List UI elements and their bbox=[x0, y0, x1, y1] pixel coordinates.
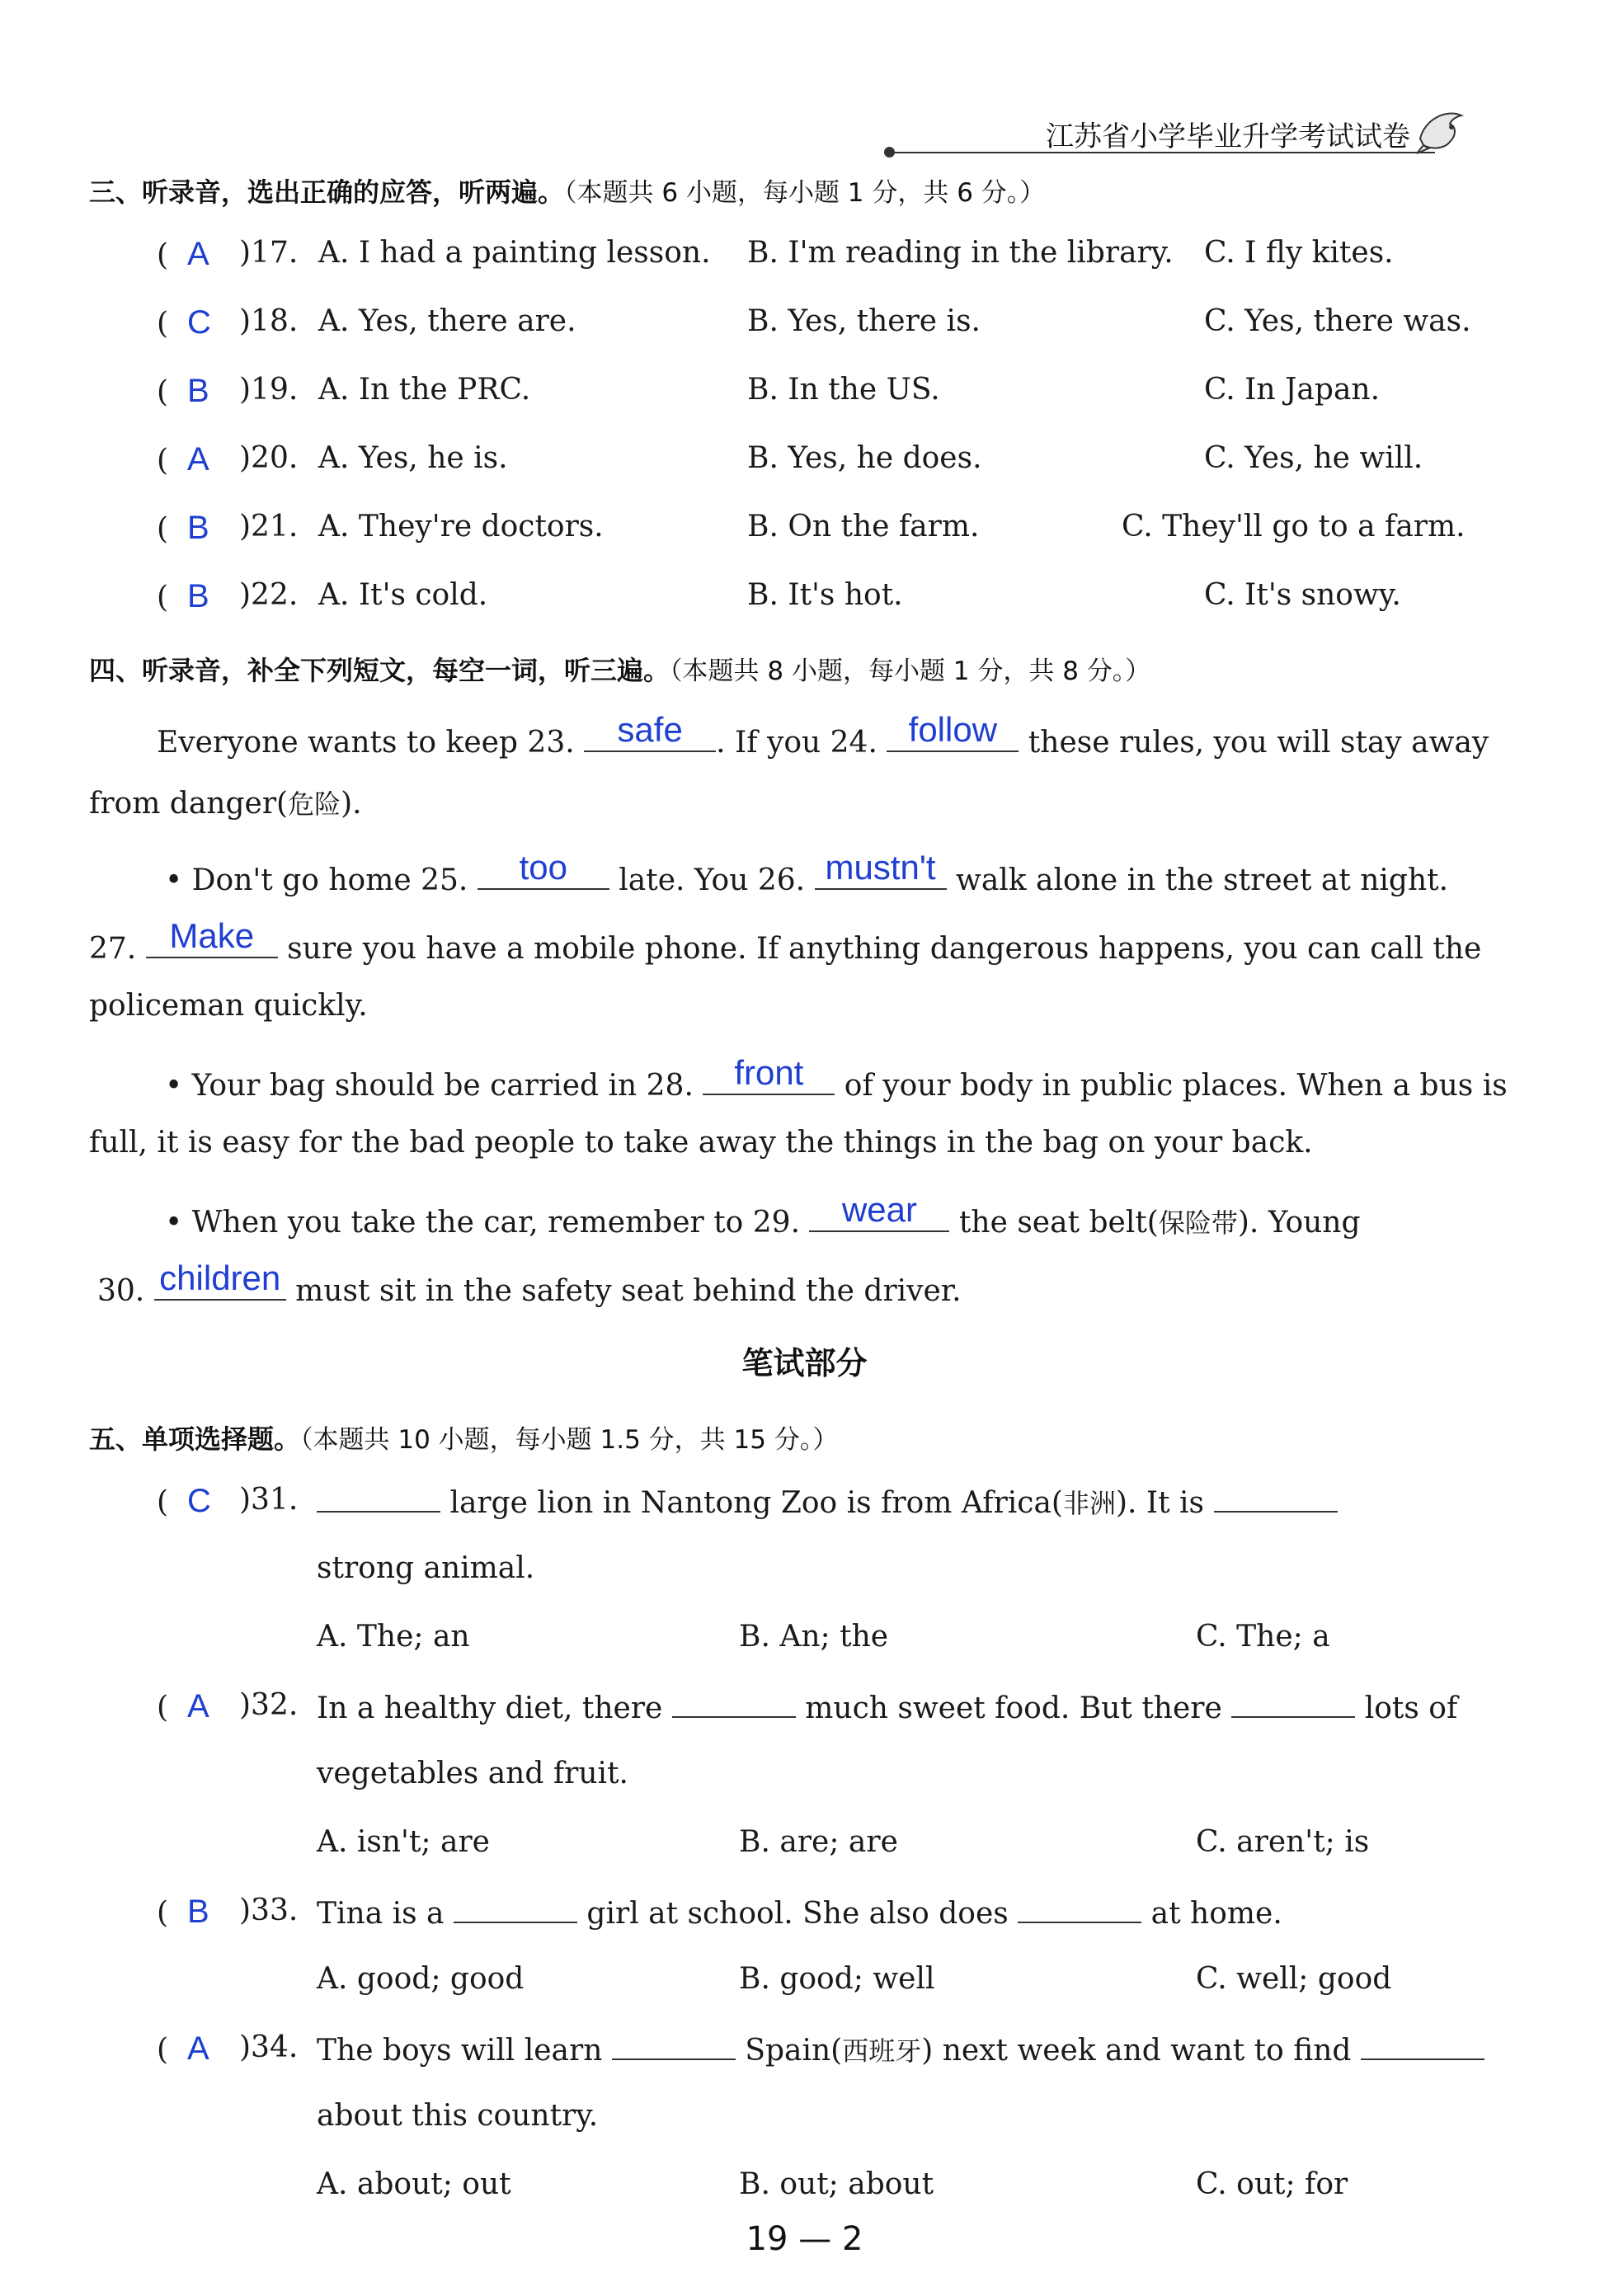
option-a: A. Yes, there are. bbox=[318, 304, 576, 338]
option-b: B. It's hot. bbox=[747, 578, 903, 612]
option-c: C. I fly kites. bbox=[1204, 236, 1394, 270]
answer-blank bbox=[672, 1688, 796, 1718]
passage-text: the seat belt( bbox=[949, 1206, 1159, 1240]
option-c: C. Yes, he will. bbox=[1204, 441, 1423, 475]
answer-20: A bbox=[186, 441, 209, 478]
answer-22: B bbox=[186, 578, 209, 614]
question-number: )19. bbox=[239, 373, 299, 407]
passage-line bbox=[89, 989, 1475, 1023]
section4-title: 四、听录音，补全下列短文，每空一词，听三遍。 bbox=[89, 655, 670, 686]
fill-28: front bbox=[734, 1053, 804, 1092]
option-b: B. Yes, there is. bbox=[747, 304, 981, 338]
stem-text: ). It is bbox=[1115, 1486, 1205, 1520]
option-b: B. On the farm. bbox=[747, 510, 980, 543]
passage-text: ). bbox=[341, 787, 362, 821]
option-b: B. An; the bbox=[739, 1620, 889, 1654]
passage-text: • Don't go home 25. bbox=[165, 863, 468, 897]
answer-paren: ( C bbox=[157, 304, 211, 341]
option-c: C. In Japan. bbox=[1204, 373, 1381, 407]
options-row bbox=[157, 2167, 1493, 2217]
question-row bbox=[157, 1688, 1493, 1738]
options-row bbox=[157, 1962, 1493, 2011]
answer-blank bbox=[1214, 1483, 1338, 1513]
stem-text: ) next week and want to find bbox=[921, 2034, 1352, 2068]
question-stem bbox=[317, 2030, 1484, 2068]
question-row bbox=[157, 373, 1493, 422]
answer-paren: ( B bbox=[157, 578, 209, 614]
passage-line bbox=[165, 848, 1550, 897]
passage-text: full, it is easy for the bad people to take away the things in the bag on your back. bbox=[89, 1126, 1313, 1160]
option-a: A. I had a painting lesson. bbox=[318, 236, 711, 270]
passage-text: sure you have a mobile phone. If anything dangerous happens, you can call the bbox=[277, 932, 1482, 966]
fill-25: too bbox=[519, 848, 568, 887]
question-number: )22. bbox=[239, 578, 299, 612]
option-c: C. They'll go to a farm. bbox=[1122, 510, 1466, 543]
written-part-title: 笔试部分 bbox=[741, 1345, 868, 1381]
option-b: B. I'm reading in the library. bbox=[747, 236, 1174, 270]
passage-chinese: 保险带 bbox=[1158, 1207, 1238, 1239]
stem-text: girl at school. She also does bbox=[586, 1897, 1009, 1931]
question-number: )17. bbox=[239, 236, 299, 270]
passage-text: ). Young bbox=[1237, 1206, 1361, 1240]
question-stem bbox=[317, 1483, 1338, 1521]
passage-line bbox=[89, 1126, 1475, 1160]
answer-34: A bbox=[186, 2030, 209, 2067]
passage-line bbox=[165, 1053, 1550, 1103]
section4-heading bbox=[89, 650, 1150, 688]
passage-text: 27. bbox=[89, 932, 137, 966]
section3-note: （本题共 6 小题，每小题 1 分，共 6 分。） bbox=[564, 178, 1046, 208]
answer-33: B bbox=[186, 1894, 209, 1930]
option-a: A. The; an bbox=[317, 1620, 470, 1654]
passage-line bbox=[165, 1190, 1550, 1240]
answer-paren: ( A bbox=[157, 236, 209, 272]
question-row bbox=[157, 578, 1493, 628]
header-title: 江苏省小学毕业升学考试试卷 bbox=[1046, 120, 1410, 153]
option-a: A. In the PRC. bbox=[318, 373, 531, 407]
answer-paren: ( A bbox=[157, 441, 209, 478]
passage-text: . If you 24. bbox=[716, 726, 877, 760]
blank-23 bbox=[584, 710, 716, 752]
passage-text: Everyone wants to keep 23. bbox=[157, 726, 575, 760]
question-number: )20. bbox=[239, 441, 299, 475]
passage-text: of your body in public places. When a bus is bbox=[835, 1069, 1508, 1103]
option-a: A. about; out bbox=[317, 2167, 511, 2201]
question-row bbox=[157, 441, 1493, 491]
section3-heading bbox=[89, 172, 1045, 209]
question-number: )21. bbox=[239, 510, 299, 543]
question-stem bbox=[317, 1894, 1282, 1931]
stem-line2: about this country. bbox=[317, 2099, 599, 2133]
blank-27 bbox=[146, 916, 278, 958]
question-number: )32. bbox=[239, 1688, 299, 1722]
stem-text: Spain( bbox=[745, 2034, 843, 2068]
question-number: )31. bbox=[239, 1483, 299, 1517]
passage-text: 30. bbox=[97, 1274, 145, 1308]
passage-text: • Your bag should be carried in 28. bbox=[165, 1069, 694, 1103]
option-b: B. are; are bbox=[739, 1825, 898, 1859]
dolphin-mascot-icon bbox=[1414, 102, 1468, 157]
fill-30: children bbox=[159, 1259, 281, 1297]
passage-text: from danger( bbox=[89, 787, 289, 821]
stem-chinese: 西班牙 bbox=[842, 2035, 922, 2067]
blank-30 bbox=[154, 1259, 286, 1301]
blank-24 bbox=[887, 710, 1019, 752]
stem-line2: strong animal. bbox=[317, 1551, 535, 1585]
header-line bbox=[891, 152, 1435, 153]
option-b: B. In the US. bbox=[747, 373, 940, 407]
passage-line bbox=[89, 783, 1475, 821]
options-row bbox=[157, 1620, 1493, 1669]
answer-blank bbox=[317, 1483, 440, 1513]
option-b: B. Yes, he does. bbox=[747, 441, 982, 475]
answer-blank bbox=[454, 1894, 577, 1923]
question-number: )33. bbox=[239, 1894, 299, 1927]
blank-29 bbox=[809, 1190, 949, 1232]
passage-line bbox=[157, 710, 1542, 760]
section5-title: 五、单项选择题。 bbox=[89, 1423, 301, 1455]
section3-title: 三、听录音，选出正确的应答，听两遍。 bbox=[89, 176, 565, 208]
option-c: C. The; a bbox=[1196, 1620, 1330, 1654]
question-row bbox=[157, 1757, 1493, 1806]
passage-text: walk alone in the street at night. bbox=[946, 863, 1449, 897]
answer-19: B bbox=[186, 373, 209, 409]
stem-text: lots of bbox=[1364, 1691, 1458, 1725]
passage-text: must sit in the safety seat behind the driver. bbox=[285, 1274, 962, 1308]
passage-text: late. You 26. bbox=[609, 863, 806, 897]
passage-line bbox=[97, 1259, 1483, 1308]
question-number: )34. bbox=[239, 2030, 299, 2064]
stem-text: much sweet food. But there bbox=[805, 1691, 1222, 1725]
answer-blank bbox=[1231, 1688, 1355, 1718]
option-a: A. isn't; are bbox=[317, 1825, 490, 1859]
answer-paren: ( A bbox=[157, 1688, 209, 1724]
passage-line bbox=[89, 916, 1482, 966]
answer-blank bbox=[1361, 2030, 1484, 2060]
blank-28 bbox=[703, 1053, 835, 1095]
blank-26 bbox=[815, 848, 947, 890]
answer-18: C bbox=[186, 304, 211, 341]
fill-26: mustn't bbox=[825, 848, 936, 887]
option-c: C. It's snowy. bbox=[1204, 578, 1401, 612]
section5-heading bbox=[89, 1419, 838, 1456]
fill-23: safe bbox=[617, 710, 683, 749]
question-row bbox=[157, 236, 1493, 285]
question-stem bbox=[317, 1688, 1457, 1725]
page-header bbox=[874, 99, 1468, 165]
section4-note: （本题共 8 小题，每小题 1 分，共 8 分。） bbox=[670, 656, 1151, 686]
stem-chinese: 非洲 bbox=[1062, 1488, 1116, 1519]
answer-17: A bbox=[186, 236, 209, 272]
section5-note: （本题共 10 小题，每小题 1.5 分，共 15 分。） bbox=[300, 1425, 839, 1455]
option-c: C. aren't; is bbox=[1196, 1825, 1370, 1859]
option-c: C. Yes, there was. bbox=[1204, 304, 1471, 338]
question-number: )18. bbox=[239, 304, 299, 338]
stem-text: at home. bbox=[1150, 1897, 1282, 1931]
stem-line2: vegetables and fruit. bbox=[317, 1757, 628, 1790]
stem-text: large lion in Nantong Zoo is from Africa( bbox=[440, 1486, 1063, 1520]
options-row bbox=[157, 1825, 1493, 1875]
answer-blank bbox=[612, 2030, 736, 2060]
stem-text: The boys will learn bbox=[317, 2034, 603, 2068]
question-row bbox=[157, 2099, 1493, 2148]
passage-text: • When you take the car, remember to 29. bbox=[165, 1206, 801, 1240]
question-row bbox=[157, 304, 1493, 354]
question-row bbox=[157, 2030, 1493, 2080]
option-a: A. Yes, he is. bbox=[318, 441, 508, 475]
blank-25 bbox=[478, 848, 609, 890]
answer-paren: ( B bbox=[157, 510, 209, 546]
fill-29: wear bbox=[841, 1190, 917, 1229]
fill-27: Make bbox=[169, 916, 255, 955]
question-row bbox=[157, 510, 1493, 559]
answer-32: A bbox=[186, 1688, 209, 1724]
passage-text: these rules, you will stay away bbox=[1019, 726, 1489, 760]
answer-31: C bbox=[186, 1483, 211, 1519]
question-row bbox=[157, 1551, 1493, 1601]
page-number: 19 — 2 bbox=[746, 2220, 863, 2258]
answer-paren: ( B bbox=[157, 1894, 209, 1930]
fill-24: follow bbox=[908, 710, 998, 749]
stem-text: Tina is a bbox=[317, 1897, 445, 1931]
option-a: A. It's cold. bbox=[318, 578, 488, 612]
option-a: A. They're doctors. bbox=[318, 510, 604, 543]
question-row bbox=[157, 1483, 1493, 1532]
option-a: A. good; good bbox=[317, 1962, 525, 1996]
answer-paren: ( B bbox=[157, 373, 209, 409]
stem-text: In a healthy diet, there bbox=[317, 1691, 663, 1725]
answer-21: B bbox=[186, 510, 209, 546]
answer-blank bbox=[1018, 1894, 1141, 1923]
option-c: C. out; for bbox=[1196, 2167, 1348, 2201]
passage-chinese: 危险 bbox=[288, 788, 341, 820]
answer-paren: ( A bbox=[157, 2030, 209, 2067]
option-b: B. out; about bbox=[739, 2167, 934, 2201]
option-b: B. good; well bbox=[739, 1962, 935, 1996]
option-c: C. well; good bbox=[1196, 1962, 1392, 1996]
answer-paren: ( C bbox=[157, 1483, 211, 1519]
passage-text: policeman quickly. bbox=[89, 989, 368, 1023]
question-row bbox=[157, 1894, 1493, 1943]
